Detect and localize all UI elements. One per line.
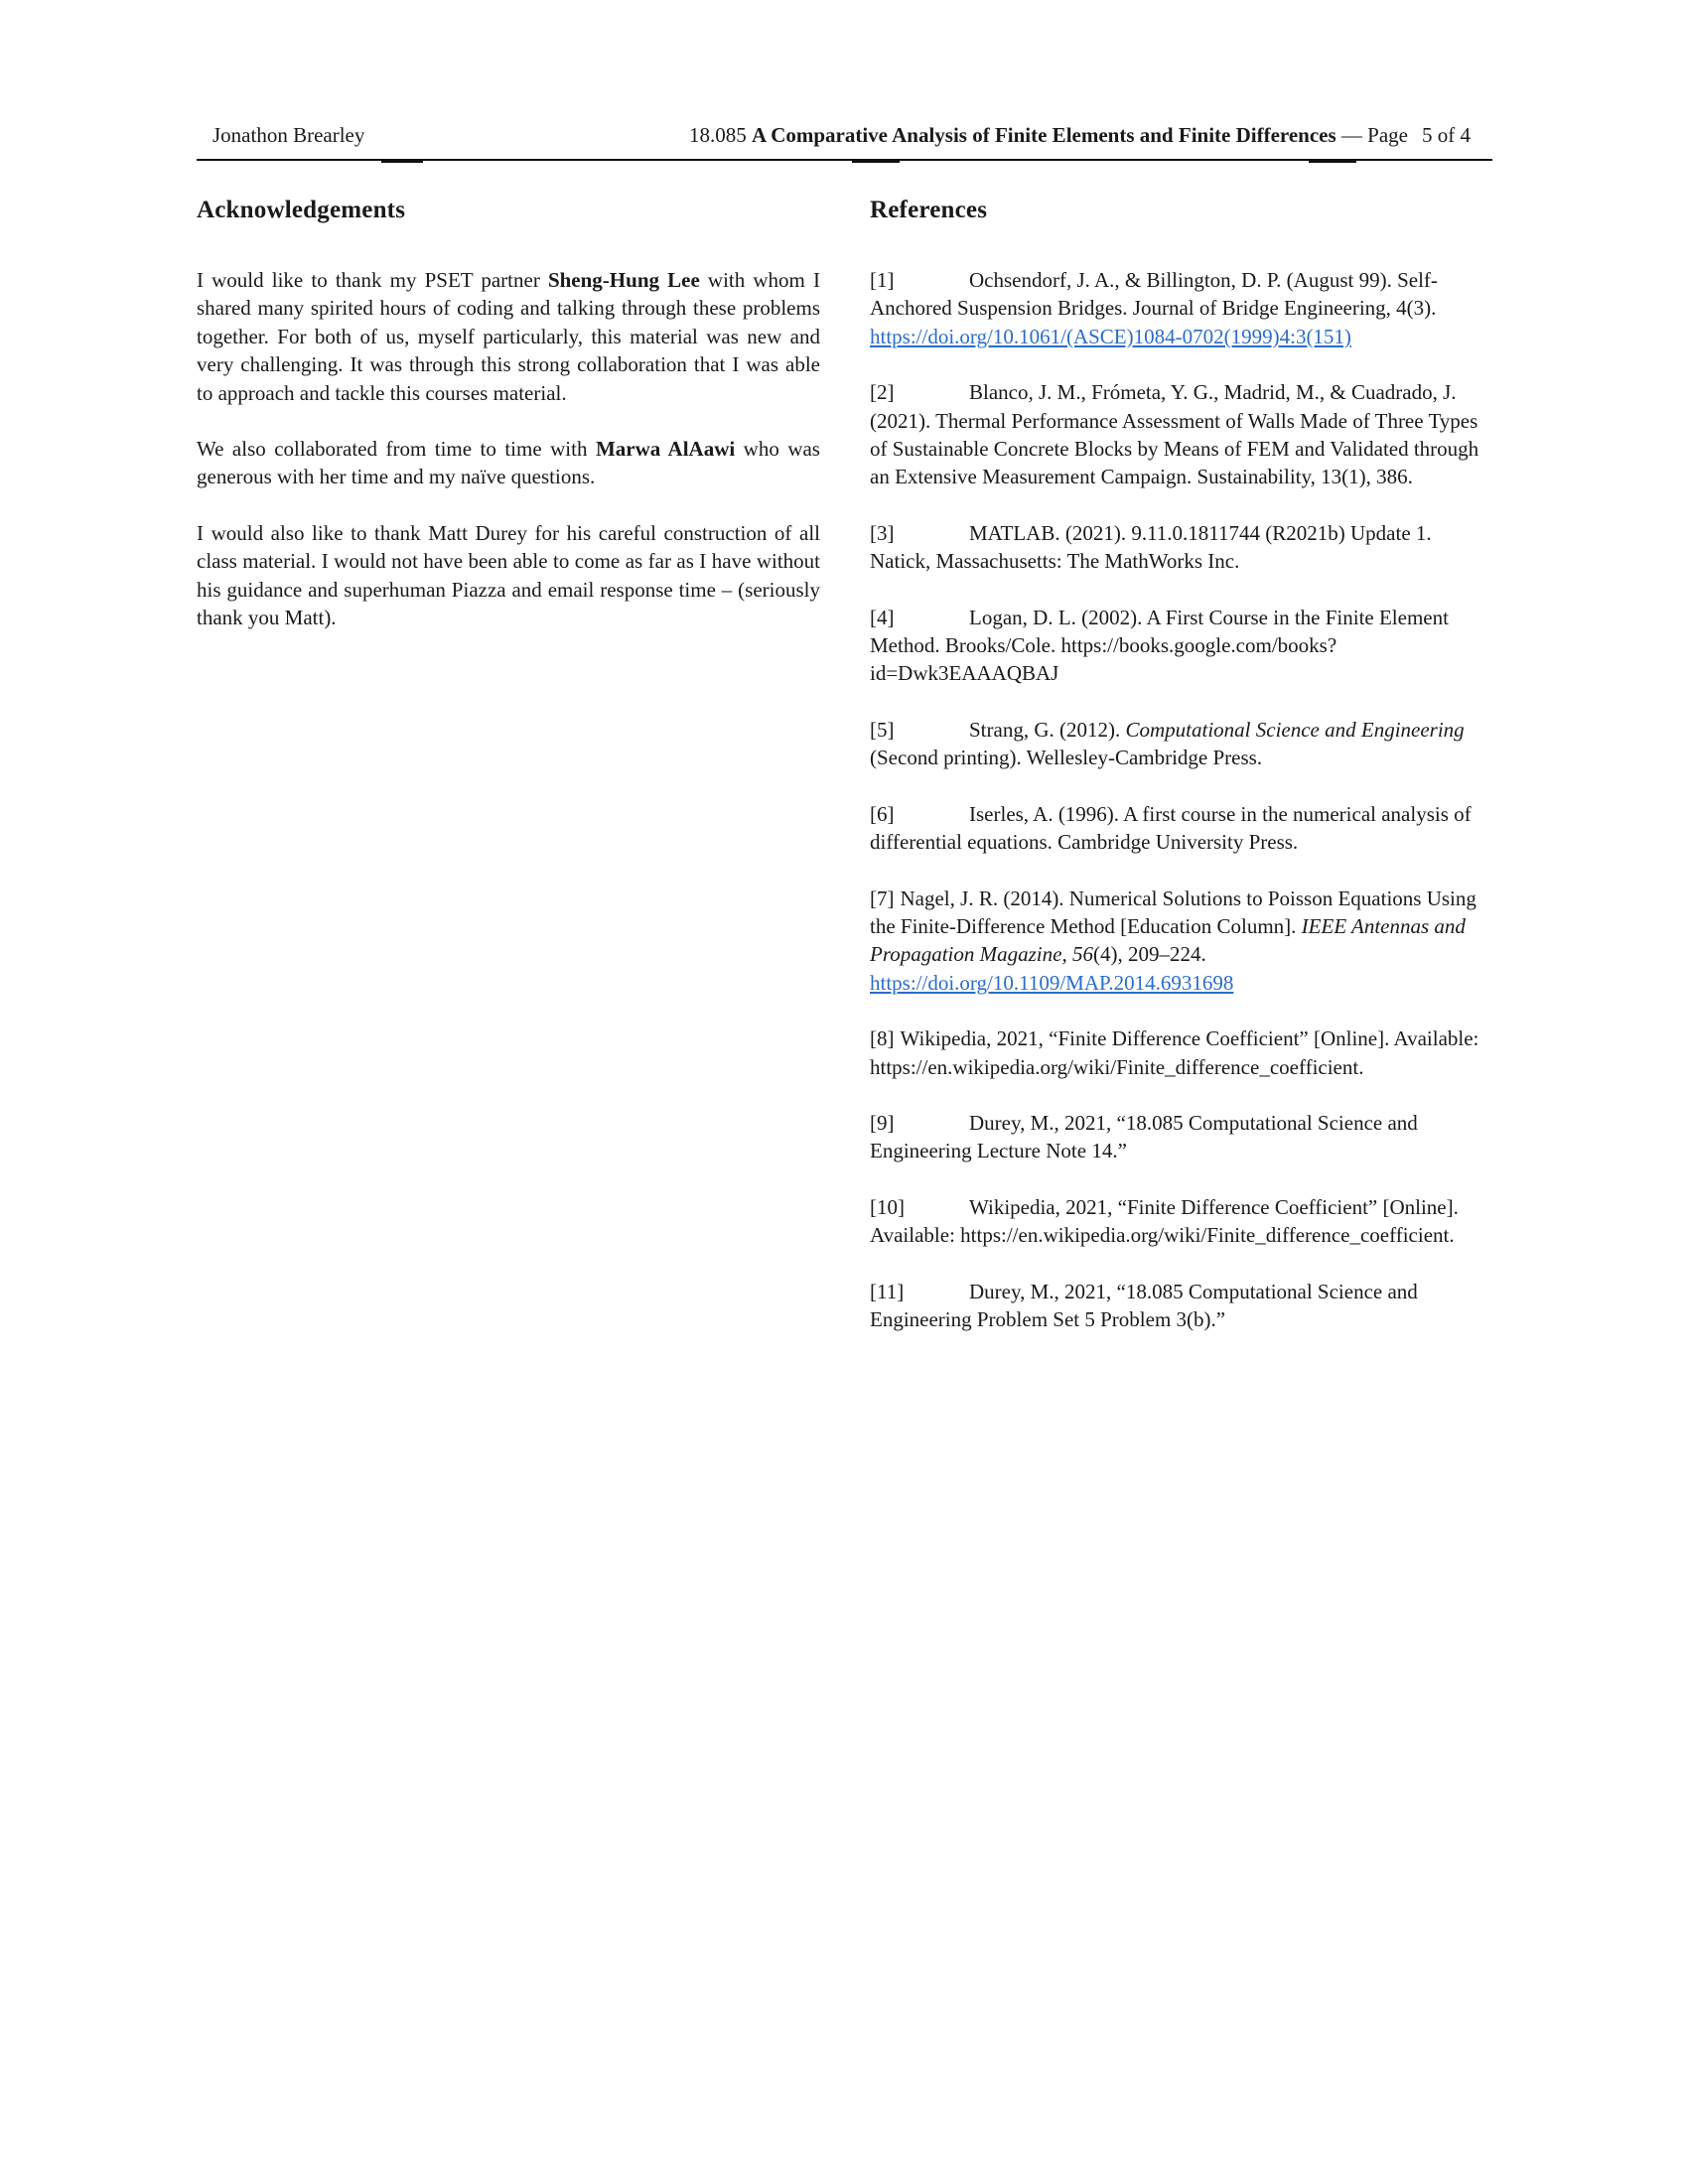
reference-text: Nagel, J. R. (2014). Numerical Solutions to Poisson Equations Using the Finite-Difference Method [Education Column]. [870, 886, 1477, 938]
reference-number: [6] [870, 801, 895, 826]
header-title-line [689, 123, 1471, 148]
reference-text: Strang, G. (2012). [969, 717, 1126, 742]
reference-item [870, 1193, 1497, 1250]
reference-number: [10] [870, 1194, 905, 1219]
reference-item [870, 800, 1497, 857]
reference-number: [11] [870, 1279, 905, 1303]
page-header [197, 117, 1492, 161]
reference-item [870, 266, 1497, 350]
reference-italic-title: IEEE Antennas and Propagation Magazine, 56 [870, 913, 1466, 967]
reference-text: Durey, M., 2021, “18.085 Computational Science and Engineering Lecture Note 14.” [870, 1110, 1418, 1163]
acknowledgements-section [197, 197, 820, 659]
header-rule-tick [1309, 161, 1356, 163]
reference-number: [1] [870, 268, 895, 292]
reference-number: [7] [870, 886, 895, 910]
header-author: Jonathon Brearley [212, 123, 365, 147]
reference-item [870, 1278, 1497, 1334]
text-run: with whom I shared many spirited hours of coding and talking through these problems together. For both of us, myself particularly, this material was new and very challenging. It was through this strong collaboration that I was able to approach and tackle this courses material. [197, 268, 820, 405]
partner-name: Sheng-Hung Lee [547, 268, 700, 292]
reference-text: Durey, M., 2021, “18.085 Computational Science and Engineering Problem Set 5 Problem 3(b).” [870, 1279, 1418, 1331]
reference-text: (4), 209–224. [1092, 942, 1206, 967]
reference-item [870, 378, 1497, 491]
reference-item [870, 1024, 1497, 1081]
reference-number: [3] [870, 520, 895, 545]
references-heading: References [870, 197, 988, 223]
reference-item [870, 716, 1497, 772]
reference-item [870, 604, 1497, 688]
references-section [870, 197, 1497, 1361]
header-rule-tick [381, 161, 423, 163]
reference-text: Wikipedia, 2021, “Finite Difference Coefficient” [Online]. Available: https://en.wikipedia.org/wiki/Finite_difference_coefficient. [870, 1194, 1459, 1248]
reference-link[interactable]: https://doi.org/10.1109/MAP.2014.6931698 [870, 970, 1234, 995]
reference-text: Ochsendorf, J. A., & Billington, D. P. (August 99). Self-Anchored Suspension Bridges. Journal of Bridge Engineering, 4(3). [870, 268, 1438, 321]
reference-text: Blanco, J. M., Frómeta, Y. G., Madrid, M., & Cuadrado, J. (2021). Thermal Performance Assessment of Walls Made of Three Types of Sustainable Concrete Blocks by Means of FEM and Validated through an Extensive Measurement Campaign. Sustainability, 13(1), 386. [870, 380, 1479, 489]
reference-text: Wikipedia, 2021, “Finite Difference Coefficient” [Online]. Available: https://en.wikipedia.org/wiki/Finite_difference_coefficient. [870, 1026, 1479, 1079]
reference-number: [4] [870, 605, 895, 629]
reference-item [870, 885, 1497, 998]
header-rule-tick [852, 161, 900, 163]
header-title: A Comparative Analysis of Finite Elements and Finite Differences [751, 123, 1336, 147]
acknowledgements-heading: Acknowledgements [197, 197, 406, 223]
reference-number: [5] [870, 717, 895, 742]
reference-text: Logan, D. L. (2002). A First Course in the Finite Element Method. Brooks/Cole. https://books.google.com/books?id=Dwk3EAAAQBAJ [870, 605, 1449, 686]
reference-text: MATLAB. (2021). 9.11.0.1811744 (R2021b) Update 1. Natick, Massachusetts: The MathWorks Inc. [870, 520, 1432, 574]
reference-number: [2] [870, 380, 895, 405]
reference-item [870, 1109, 1497, 1165]
header-course: 18.085 [688, 123, 747, 147]
reference-item [870, 519, 1497, 576]
collaborator-name: Marwa AlAawi [595, 437, 736, 462]
text-run: who was generous with her time and my naïve questions. [197, 437, 820, 489]
reference-number: [8] [870, 1026, 895, 1051]
reference-text: (Second printing). Wellesley-Cambridge Press. [870, 746, 1263, 770]
acknowledgements-paragraph [197, 435, 820, 491]
reference-link[interactable]: https://doi.org/10.1061/(ASCE)1084-0702(1999)4:3(151) [870, 324, 1351, 348]
header-page-label: Page [1367, 123, 1408, 147]
text-run: I would like to thank my PSET partner [197, 268, 548, 292]
reference-number: [9] [870, 1110, 895, 1135]
reference-text: Iserles, A. (1996). A first course in the numerical analysis of differential equations. Cambridge University Press. [870, 801, 1472, 855]
acknowledgements-paragraph: I would also like to thank Matt Durey for his careful construction of all class material. I would not have been able to come as far as I have without his guidance and superhuman Piazza and email response time – (seriously thank you Matt). [197, 520, 820, 630]
acknowledgements-paragraph [197, 266, 820, 407]
text-run: We also collaborated from time to time with [197, 437, 596, 462]
header-page-number: 5 of 4 [1422, 123, 1471, 147]
reference-italic-title: Computational Science and Engineering [1125, 717, 1465, 742]
header-dash: — [1340, 123, 1362, 147]
